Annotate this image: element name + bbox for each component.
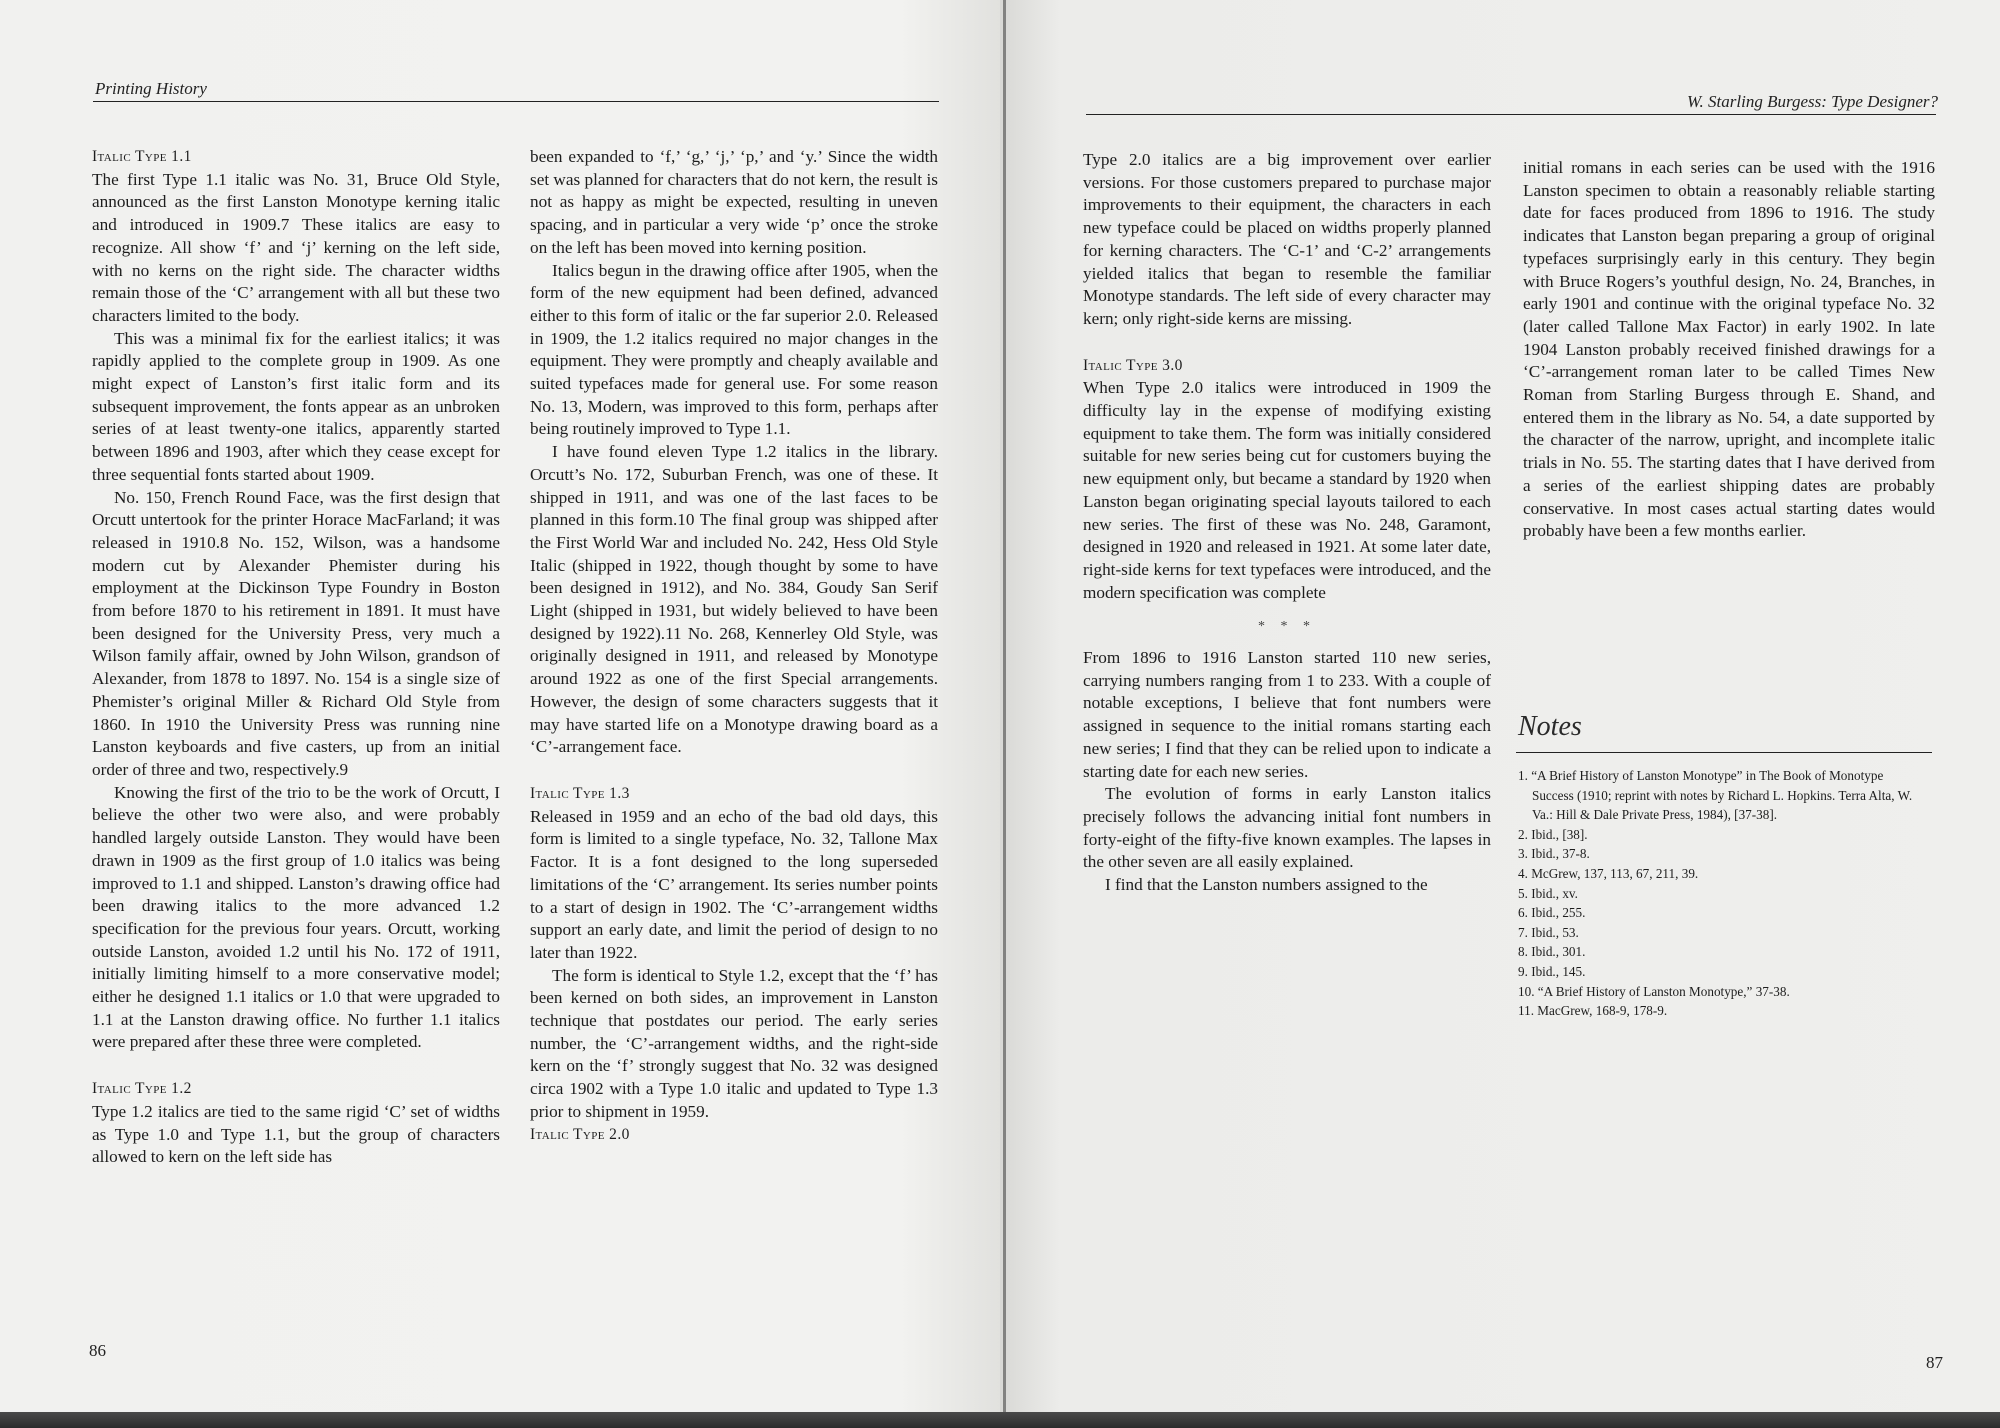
note-item: 6. Ibid., 255.	[1518, 905, 1586, 921]
paragraph: When Type 2.0 italics were introduced in 1909 the difficulty lay in the expense of modifying existing equipment to take them. The form was initially considered suitable for new series being cut for customers buying the new equipment only, but became a standard by 1920 when Lanston began originating special layouts tailored to each new series. The first of these was No. 248, Garamont, designed in 1920 and released in 1921. At some later date, right-side kerns for text typefaces were introduced, and the modern specification was complete	[1083, 378, 1491, 602]
spacer	[92, 1054, 500, 1078]
right-column-1	[1083, 149, 1491, 897]
paragraph: From 1896 to 1916 Lanston started 110 new series, carrying numbers ranging from 1 to 233. With a couple of notable exceptions, I believe that font numbers were assigned in sequence to the initial romans starting each new series; I find that they can be relied upon to indicate a starting date for each new series.	[1083, 648, 1491, 781]
page-number: 86	[89, 1341, 106, 1360]
paragraph: Released in 1959 and an echo of the bad old days, this form is limited to a single typeface, No. 32, Tallone Max Factor. It is a font designed to the long superseded limitations of the ‘C’ arrangement. Its series number points to a start of design in 1902. The ‘C’-arrangement widths support an early date, and limit the period of design to no later than 1922.	[530, 806, 938, 962]
note-item: 3. Ibid., 37-8.	[1518, 846, 1590, 862]
notes-list	[1518, 766, 1928, 1021]
spacer	[530, 759, 938, 783]
note-item: 4. McGrew, 137, 113, 67, 211, 39.	[1518, 865, 1699, 881]
paragraph: No. 150, French Round Face, was the first design that Orcutt untertook for the printer Horace MacFarland; it was released in 1910.8 No. 152, Wilson, was a handsome modern cut by Alexander Phemister during his employment at the Dickinson Type Foundry in Boston from before 1870 to his retirement in 1891. It must have been designed for the University Press, very much a Wilson family affair, owned by John Wilson, grandson of Alexander, from 1878 to 1897. No. 154 is a single size of Phemister’s original Miller & Richard Old Style from 1860. In 1910 the University Press was running nine Lanston keyboards and five casters, up from an initial order of three and two, respectively.9	[92, 487, 500, 779]
paragraph: This was a minimal fix for the earliest italics; it was rapidly applied to the complete group in 1909. As one might expect of Lanston’s first italic form and its subsequent improvement, the fonts appear as an unbroken series of at least twenty-one italics, apparently started between 1896 and 1903, after which they cease except for three sequential fonts started about 1909.	[92, 328, 500, 484]
notes-title: Notes	[1518, 711, 1582, 742]
section-heading: Italic Type 1.2	[92, 1080, 192, 1098]
paragraph: been expanded to ‘f,’ ‘g,’ ‘j,’ ‘p,’ and ‘y.’ Since the width set was planned for characters that do not kern, the result is not as happy as might be expected, resulting in uneven spacing, and in particular a very wide ‘p’ once the stroke on the left has been moved into kerning position.	[530, 147, 938, 257]
book-edge	[0, 1412, 2000, 1428]
paragraph: Type 1.2 italics are tied to the same rigid ‘C’ set of widths as Type 1.0 and Type 1.1, but the group of characters allowed to kern on the left side has	[92, 1101, 500, 1167]
gutter	[1003, 0, 1006, 1414]
running-head: Printing History	[95, 79, 207, 98]
left-page	[0, 0, 1000, 1414]
note-item: 8. Ibid., 301.	[1518, 944, 1586, 960]
section-break: * * *	[1258, 619, 1316, 635]
paragraph: The first Type 1.1 italic was No. 31, Bruce Old Style, announced as the first Lanston Monotype kerning italic and introduced in 1909.7 These italics are easy to recognize. All show ‘f’ and ‘j’ kerning on the left side, with no kerns on the right side. The character widths remain those of the ‘C’ arrangement with all but these two characters limited to the body.	[92, 169, 500, 325]
paragraph: The evolution of forms in early Lanston italics precisely follows the advancing initial font numbers in forty-eight of the fifty-five known examples. The lapses in the other seven are all easily explained.	[1083, 784, 1491, 872]
page-number: 87	[1926, 1353, 1943, 1372]
section-heading: Italic Type 3.0	[1083, 356, 1183, 374]
note-item: 11. MacGrew, 168-9, 178-9.	[1518, 1003, 1668, 1019]
note-item: 2. Ibid., [38].	[1518, 826, 1588, 842]
note-item: 9. Ibid., 145.	[1518, 963, 1586, 979]
paragraph: The form is identical to Style 1.2, except that the ‘f’ has been kerned on both sides, an improvement in Lanston technique that postdates our period. The early series number, the ‘C’-arrangement widths, and the right-side kern on the ‘f’ strongly suggest that No. 32 was designed circa 1902 with a Type 1.0 italic and updated to Type 1.3 prior to shipment in 1959.	[530, 965, 938, 1121]
note-item: 5. Ibid., xv.	[1518, 885, 1578, 901]
right-column-2	[1523, 157, 1935, 543]
left-column-1	[92, 146, 500, 1169]
spacer	[1083, 331, 1491, 355]
section-heading: Italic Type 1.3	[530, 784, 630, 802]
paragraph: Type 2.0 italics are a big improvement over earlier versions. For those customers prepared to purchase major improvements to their equipment, the characters in each new typeface could be placed on widths properly planned for kerning characters. The ‘C-1’ and ‘C-2’ arrangements yielded italics that began to resemble the familiar Monotype standards. The left side of every character may kern; only right-side kerns are missing.	[1083, 150, 1491, 328]
note-item: 7. Ibid., 53.	[1518, 924, 1579, 940]
left-column-2	[530, 146, 938, 1146]
paragraph: initial romans in each series can be used with the 1916 Lanston specimen to obtain a reasonably reliable starting date for faces produced from 1896 to 1916. The study indicates that Lanston began preparing a group of original typefaces surprisingly early in this century. They begin with Bruce Rogers’s youthful design, No. 24, Branches, in early 1901 and continue with the original typeface No. 32 (later called Tallone Max Factor) in early 1902. In late 1904 Lanston probably received finished drawings for a ‘C’-arrangement roman later to be called Times New Roman from Starling Burgess through E. Shand, and entered them in the library as No. 54, a date supported by the character of the narrow, upright, and incomplete italic trials in No. 55. The starting dates that I have derived from a series of the earliest shipping dates are probably conservative. In most cases actual starting dates would probably have been a few months earlier.	[1523, 158, 1935, 541]
paragraph: I find that the Lanston numbers assigned to the	[1105, 875, 1428, 895]
note-item: 10. “A Brief History of Lanston Monotype,” 37-38.	[1518, 983, 1790, 999]
paragraph: Knowing the first of the trio to be the work of Orcutt, I believe the other two were also, and were probably handled largely outside Lanston. They would have been drawn in 1909 as the first group of 1.0 italics was being improved to 1.1 and shipped. Lanston’s drawing office had been drawing italics to the more advanced 1.2 specification for the previous four years. Orcutt, working outside Lanston, avoided 1.2 until his No. 172 of 1911, initially limiting himself to a more conservative model; either he designed 1.1 italics or 1.0 that were upgraded to 1.1 at the Lanston drawing office. No further 1.1 italics were prepared after these three were completed.	[92, 782, 500, 1052]
notes-rule	[1516, 752, 1932, 753]
running-head: W. Starling Burgess: Type Designer?	[1686, 92, 1938, 111]
paragraph: I have found eleven Type 1.2 italics in the library. Orcutt’s No. 172, Suburban French, was one of these. It shipped in 1911, and was one of the last faces to be planned in this form.10 The final group was shipped after the First World War and included No. 242, Hess Old Style Italic (shipped in 1922, though thought by some to have been designed in 1912), and No. 384, Goudy San Serif Light (shipped in 1931, but widely believed to have been designed by 1922).11 No. 268, Kennerley Old Style, was originally designed in 1911, and released by Monotype around 1922 as one of the first Special arrangements. However, the design of some characters suggests that it may have started life on a Monotype drawing board as a ‘C’-arrangement face.	[530, 442, 938, 757]
section-heading: Italic Type 2.0	[530, 1125, 630, 1143]
section-heading: Italic Type 1.1	[92, 148, 192, 165]
note-item: 1. “A Brief History of Lanston Monotype” in The Book of Monotype Success (1910; reprint with notes by Richard L. Hopkins. Terra Alta, W. Va.: Hill & Dale Private Press, 1984), [37-38].	[1518, 768, 1913, 823]
header-rule	[93, 101, 939, 102]
paragraph: Italics begun in the drawing office after 1905, when the form of the new equipment had been defined, advanced either to this form of italic or the far superior 2.0. Released in 1909, the 1.2 italics required no major changes in the equipment. They were promptly and cheaply available and suited typefaces made for general use. For some reason No. 13, Modern, was improved to this form, perhaps after being routinely improved to Type 1.1.	[530, 260, 938, 439]
header-rule	[1086, 114, 1936, 115]
right-page	[1000, 0, 2000, 1414]
